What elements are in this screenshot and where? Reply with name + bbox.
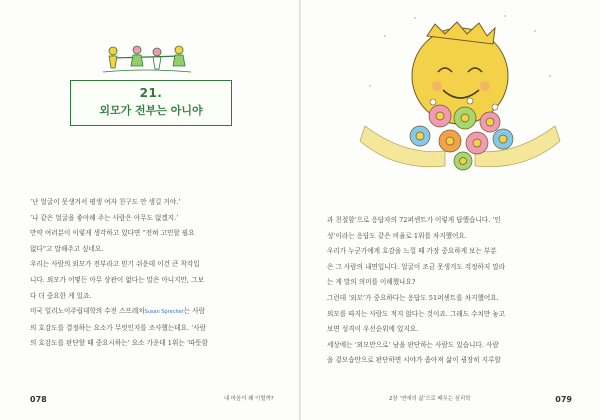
body-line: 없다”고 말해주고 싶네요. bbox=[30, 244, 104, 253]
body-line: ‘난 얼굴이 못생겨서 평생 여자 친구도 안 생길 거야.’ bbox=[30, 198, 181, 206]
running-title-left: 내 마음이 왜 이럴까? bbox=[224, 396, 274, 402]
chapter-number: 21. bbox=[139, 86, 163, 100]
page-number-left: 078 bbox=[30, 395, 47, 404]
body-line-start: 미국 일리노이주립대학의 수전 스프레처 bbox=[30, 307, 145, 316]
body-line: 을 겉모습만으로 판단하면 시야가 좁아져 삶이 굉장히 지루할 bbox=[327, 356, 501, 365]
body-line bbox=[30, 304, 280, 321]
body-line-end: 는 사람 bbox=[183, 307, 205, 316]
english-name: Susan Sprecher bbox=[144, 309, 184, 316]
body-line: 보면 성격이 우선순위에 있지요. bbox=[327, 325, 419, 334]
chapter-title: 외모가 전부는 아니야 bbox=[99, 104, 203, 117]
body-line: 우리는 사람의 외모가 전부라고 믿기 쉬운데 이건 큰 착각입 bbox=[30, 260, 200, 269]
body-line: 다 더 중요한 게 있죠. bbox=[30, 291, 92, 300]
body-line: ‘나 같은 얼굴을 좋아해 주는 사람은 아무도 없겠지.’ bbox=[30, 213, 179, 222]
kids-holding-hands-illustration bbox=[95, 42, 195, 78]
body-line: 성’이라는 응답도 같은 비율로 1위를 차지했어요. bbox=[327, 231, 467, 240]
running-title-right: 2장 ‘연애의 삶’으로 배우는 심리학 bbox=[389, 396, 471, 402]
body-line: 과 친절함’으로 응답자의 72퍼센트가 이렇게 답했습니다. ‘인 bbox=[327, 216, 501, 224]
body-line: 의 호감도를 결정하는 요소가 무엇인지를 조사했는데요. ‘사람 bbox=[30, 323, 207, 332]
body-line: 니다. 외모가 어떻든 아무 상관이 없다는 말은 아니지만, 그보 bbox=[30, 275, 204, 284]
body-line: 는 게 말의 의미를 이해했나요? bbox=[327, 278, 416, 287]
body-line: 의 호감도를 판단할 때 중요시하는’ 요소 가운데 1위는 ‘따뜻함 bbox=[30, 339, 209, 348]
body-line: 외모를 따지는 사람도 적지 않다는 것이죠. 그래도 수치만 놓고 bbox=[327, 309, 506, 318]
body-line: 우리가 누군가에게 호감을 느낄 때 가장 중요하게 보는 부분 bbox=[327, 247, 497, 256]
right-page bbox=[301, 0, 600, 420]
chapter-title-box bbox=[70, 80, 232, 126]
right-body-text bbox=[327, 213, 577, 369]
body-line: 그런데 ‘외모’가 중요하다는 응답도 51퍼센트를 차지했어요. bbox=[327, 293, 499, 302]
left-page bbox=[0, 0, 299, 420]
left-body-text bbox=[30, 195, 280, 352]
page-number-right: 079 bbox=[555, 395, 572, 404]
body-line: 만약 여러분이 이렇게 생각하고 있다면 “전혀 고민할 필요 bbox=[30, 229, 195, 238]
sun-holding-flowers-illustration bbox=[345, 6, 575, 196]
body-line: 은 그 사람의 내면입니다. 얼굴이 조금 못생겨도 걱정하지 말라 bbox=[327, 262, 506, 271]
body-line: 세상에는 ‘외모만으로’ 남을 판단하는 사람도 있습니다. 사람 bbox=[327, 340, 499, 349]
